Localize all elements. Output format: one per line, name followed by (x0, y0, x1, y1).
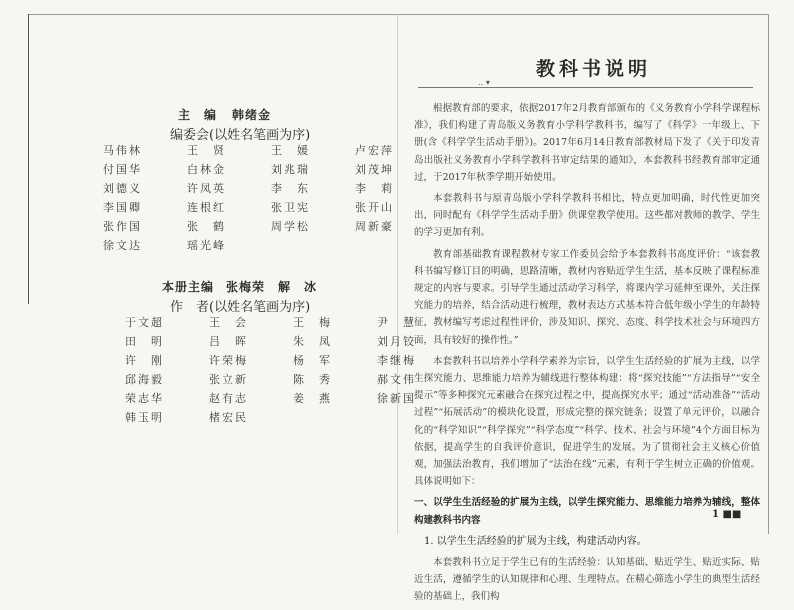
body-text (414, 100, 760, 610)
author-row (125, 350, 461, 369)
subsection-heading: 1. 以学生生活经验的扩展为主线，构建活动内容。 (424, 535, 647, 547)
paragraph: 本套教科书以培养小学科学素养为宗旨，以学生生活经验的扩展为主线，以学生探究能力、思维能力培养为辅线进行整体构建：将“探究技能”“方法指导”“安全提示”等多种探究元素融合在探究过程之中，提高探究水平；通过“活动准备”“活动过程”“拓展活动”的模块化设置，形成完整的探究链条；设置了单元评价，以融合化的“科学知识”“科学探究”“科学态度”“科学、技术、社会与环境”4个方面目标为依据，提高学生的自我评价意识，促进学生的发展。为了贯彻社会主义核心价值观，加强法治教育，我们增加了“法治在线”元素，有利于学生树立正确的价值观。具体说明如下： (414, 355, 760, 488)
committee-member: 王 贤 (187, 143, 226, 157)
committee-row (103, 216, 439, 235)
page-title: 教科书说明 (536, 58, 652, 80)
author: 张立新 (209, 372, 248, 386)
committee-list (103, 140, 439, 254)
title-rule (418, 87, 753, 88)
committee-member: 张开山 (355, 200, 394, 214)
committee-row (103, 197, 439, 216)
authors-list (125, 312, 461, 426)
author: 徐新国 (377, 391, 416, 405)
committee-member: 李 东 (271, 181, 310, 195)
title-ornament: ‥ ▾ (478, 78, 490, 87)
committee-member: 刘茂坤 (355, 162, 394, 176)
author-row (125, 331, 461, 350)
author: 郝文伟 (377, 372, 416, 386)
author: 王 会 (209, 315, 248, 329)
author: 楮宏民 (209, 410, 248, 424)
author: 赵有志 (209, 391, 248, 405)
author: 于文超 (125, 315, 164, 329)
author: 荣志华 (125, 391, 164, 405)
committee-row (103, 235, 439, 254)
committee-member: 卢宏萍 (355, 143, 394, 157)
author-row (125, 312, 461, 331)
author-row (125, 407, 461, 426)
committee-member: 许凤英 (187, 181, 226, 195)
author: 田 明 (125, 334, 164, 348)
committee-member: 马伟林 (103, 143, 142, 157)
author: 王 梅 (293, 315, 332, 329)
committee-member: 刘兆瑞 (271, 162, 310, 176)
volume-editors-label: 本册主编 (162, 280, 215, 294)
committee-row (103, 140, 439, 159)
page-number: 1 ■■ (712, 509, 742, 520)
committee-member: 徐文达 (103, 238, 142, 252)
paragraph: 教育部基础教育课程教材专家工作委员会给予本套教科书高度评价：“该套教科书编写修订目的明确，思路清晰，教材内容贴近学生生活，基本反映了课程标准规定的内容与要求。引导学生通过活动学习科学，将课内学习延伸至课外，关注探究能力的培养，结合活动进行梳理，教材表达方式基本符合低年级小学生的年龄特征，教材编写考虑过程性评价，涉及知识、探究、态度、科学技术社会与环境四方面，具有较好的操作性。” (414, 248, 760, 346)
page-edge-top (28, 14, 768, 15)
author: 许 刚 (125, 353, 164, 367)
author: 杨 军 (293, 353, 332, 367)
paragraph: 根据教育部的要求，依据2017年2月教育部颁布的《义务教育小学科学课程标准》，我们构建了青岛版义务教育小学科学教科书，编写了《科学》一年级上、下册(含《科学学生活动手册》)。2017年6月14日教育部教材局下发了《关于印发青岛出版社义务教育小学科学教科书审定结果的通知》，本套教科书经教育部审定通过，于2017年秋季学期开始使用。 (414, 103, 760, 183)
author: 朱 凤 (293, 334, 332, 348)
author: 姜 燕 (293, 391, 332, 405)
section-heading: 一、以学生生活经验的扩展为主线，以学生探究能力、思维能力培养为辅线，整体构建教科书内容 (414, 497, 760, 526)
committee-member: 李国卿 (103, 200, 142, 214)
committee-row (103, 178, 439, 197)
chief-editor-name: 韩绪金 (232, 108, 272, 122)
committee-member: 瑶光峰 (187, 238, 226, 252)
committee-member: 付国华 (103, 162, 142, 176)
committee-member: 白林金 (187, 162, 226, 176)
author: 邱海毅 (125, 372, 164, 386)
committee-heading: 编委会(以姓名笔画为序) (170, 128, 311, 143)
author: 尹 慧 (377, 315, 416, 329)
committee-member: 张作国 (103, 219, 142, 233)
author: 李继梅 (377, 353, 416, 367)
author: 陈 秀 (293, 372, 332, 386)
committee-member: 李 莉 (355, 181, 394, 195)
committee-member: 连根红 (187, 200, 226, 214)
paragraph: 本套教科书立足于学生已有的生活经验：认知基础、贴近学生、贴近实际、贴近生活，遵循学生的认知规律和心理、生理特点。在精心筛选小学生的典型生活经验的基础上，我们构 (414, 557, 760, 603)
author: 吕 晖 (209, 334, 248, 348)
book-spine (397, 14, 398, 534)
committee-member: 张卫宪 (271, 200, 310, 214)
author-row (125, 369, 461, 388)
author: 韩玉明 (125, 410, 164, 424)
committee-member: 周学松 (271, 219, 310, 233)
paragraph: 本套教科书与原青岛版小学科学教科书相比，特点更加明确，时代性更加突出，同时配有《科学学生活动手册》供课堂教学使用。这些都对教师的教学、学生的学习更加有利。 (414, 193, 760, 239)
committee-row (103, 159, 439, 178)
page-edge-right (768, 14, 769, 534)
page-edge-left (28, 14, 29, 304)
committee-member: 刘德义 (103, 181, 142, 195)
committee-member: 周新豪 (355, 219, 394, 233)
author: 刘月铰 (377, 334, 416, 348)
authors-heading: 作 者(以姓名笔画为序) (170, 300, 311, 315)
author: 许荣梅 (209, 353, 248, 367)
author-row (125, 388, 461, 407)
chief-editor-label: 主 编 (178, 108, 218, 122)
committee-member: 王 媛 (271, 143, 310, 157)
volume-editors-names: 张梅荣 解 冰 (226, 280, 318, 294)
committee-member: 张 鹤 (187, 219, 226, 233)
